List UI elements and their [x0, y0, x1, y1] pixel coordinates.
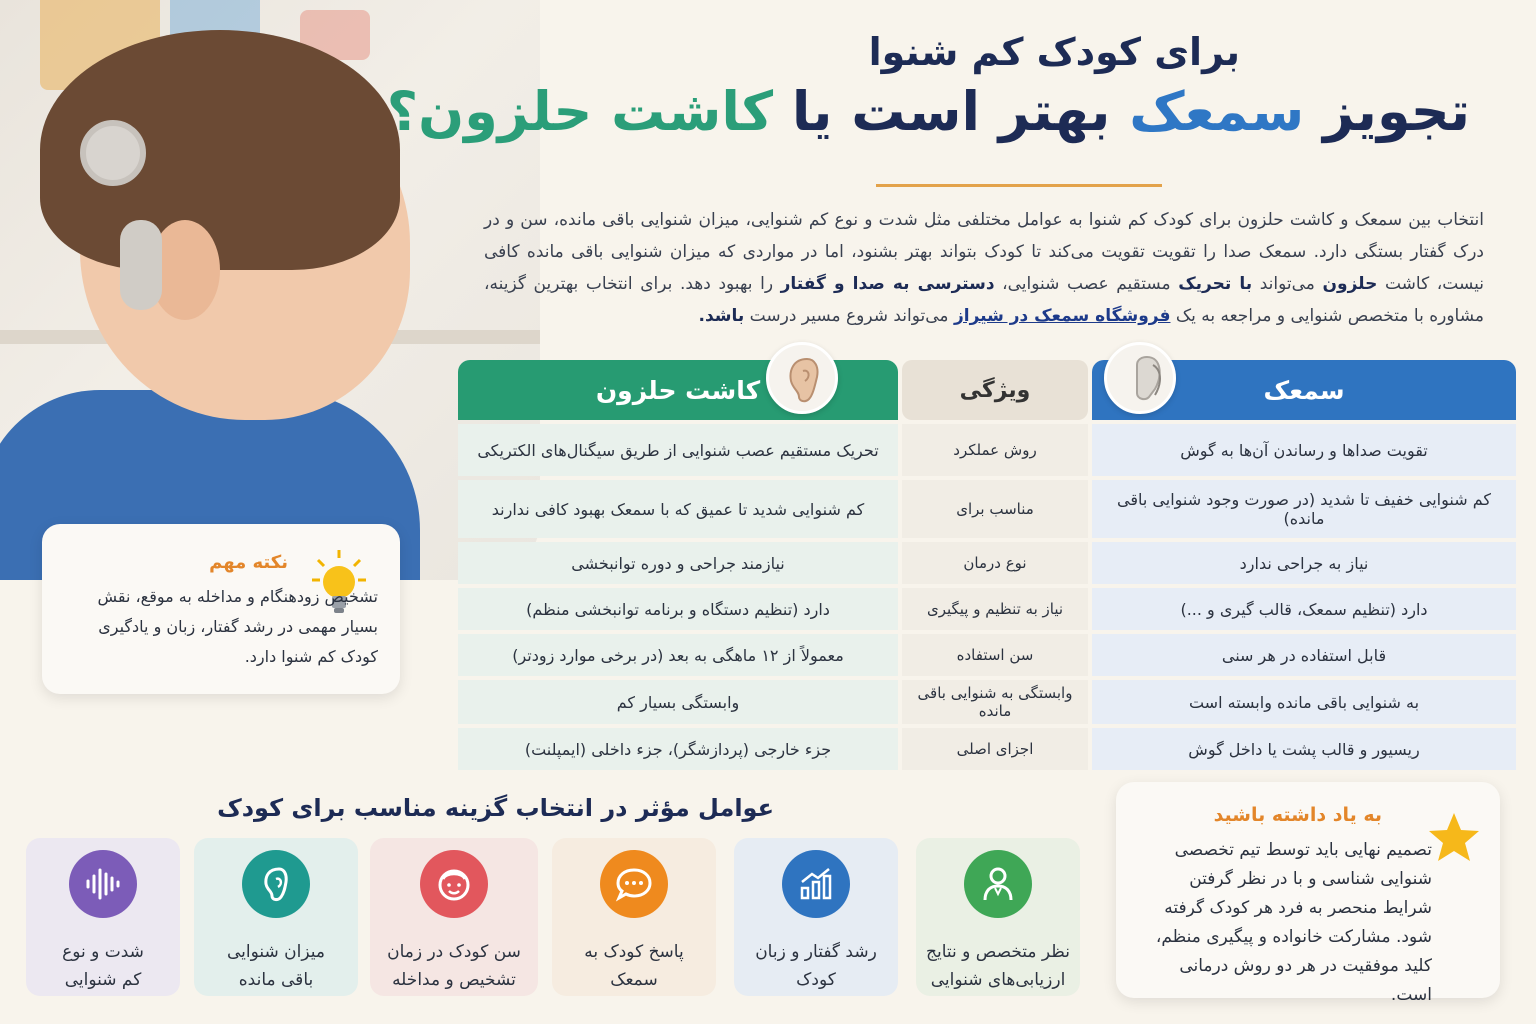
implant-cell: وابستگی بسیار کم — [458, 680, 898, 724]
factor-label-line: میزان شنوایی — [226, 942, 325, 962]
hearing-aid-cell: تقویت صداها و رساندن آن‌ها به گوش — [1092, 424, 1516, 476]
factors-title: عوامل مؤثر در انتخاب گزینه مناسب برای کودک — [217, 794, 774, 822]
sound-wave-icon — [69, 850, 137, 918]
ear-icon — [242, 850, 310, 918]
ear-icon — [766, 342, 838, 414]
factor-label — [916, 938, 1080, 994]
reminder-title: به یاد داشته باشید — [1213, 804, 1382, 826]
feature-cell: سن استفاده — [902, 634, 1088, 676]
implant-cell: نیازمند جراحی و دوره توانبخشی — [458, 542, 898, 584]
reminder-text: تصمیم نهایی باید توسط تیم تخصصی شنوایی شناسی و با در نظر گرفتن شرایط منحصر به فرد هر کودک گرفته شود. مشارکت خانواده و پیگیری منظم، کلید موفقیت در هر دو روش درمانی است. — [1155, 840, 1432, 1005]
factor-label — [194, 938, 358, 994]
note-title: نکته مهم — [209, 552, 288, 573]
factor-label-line: کم شنوایی — [64, 970, 142, 990]
page-title — [387, 30, 1470, 143]
title-underline — [876, 184, 1162, 187]
factor-label-line: شدت و نوع — [62, 942, 144, 962]
comparison-row — [458, 680, 1516, 724]
comparison-row — [458, 634, 1516, 676]
factor-label-line: ارزیابی‌های شنوایی — [930, 970, 1066, 990]
sound-processor-icon — [120, 220, 162, 310]
implant-cell: کم شنوایی شدید تا عمیق که با سمعک بهبود کافی ندارند — [458, 480, 898, 538]
factor-label-line: پاسخ کودک به — [584, 942, 684, 962]
hearing-aid-cell: دارد (تنظیم سمعک، قالب گیری و ...) — [1092, 588, 1516, 630]
important-note-box — [42, 524, 400, 694]
factor-card — [194, 838, 358, 996]
header-hearing-aid: سمعک — [1092, 360, 1516, 420]
implant-cell: دارد (تنظیم دستگاه و برنامه توانبخشی منظم) — [458, 588, 898, 630]
hearing-aid-cell: نیاز به جراحی ندارد — [1092, 542, 1516, 584]
comparison-row — [458, 728, 1516, 770]
factor-label-line: کودک — [796, 970, 836, 990]
doctor-icon — [964, 850, 1032, 918]
factor-label-line: باقی مانده — [238, 970, 314, 990]
title-line-1: برای کودک کم شنوا — [868, 30, 1240, 74]
feature-cell: مناسب برای — [902, 480, 1088, 538]
comparison-row — [458, 588, 1516, 630]
hearing-aid-cell: به شنوایی باقی مانده وابسته است — [1092, 680, 1516, 724]
hearing-aid-store-link[interactable]: فروشگاه سمعک در شیراز — [953, 306, 1171, 326]
reminder-box — [1116, 782, 1500, 1005]
implant-cell: جزء خارجی (پردازشگر)، جزء داخلی (ایمپلنت) — [458, 728, 898, 770]
factor-label-line: رشد گفتار و زبان — [755, 942, 877, 962]
factor-label — [26, 938, 180, 994]
intro-paragraph: انتخاب بین سمعک و کاشت حلزون برای کودک کم شنوا به عوامل مختلفی مثل شدت و نوع کم شنوایی، میزان شنوایی باقی مانده، سن و در درک گفتار بستگی دارد. سمعک صدا را تقویت تقویت می‌کند تا کودک بتواند بهتر بشنود، اما در مواردی که میزان شنوایی باقی مانده کافی نیست، کاشت حلزون می‌تواند با تحریک مستقیم عصب شنوایی، دسترسی به صدا و گفتار را بهبود دهد. برای انتخاب بهترین گزینه، مشاوره با متخصص شنوایی و مراجعه به یک فروشگاه سمعک در شیراز می‌تواند شروع مسیر درست باشد. — [484, 210, 1484, 326]
factor-card — [552, 838, 716, 996]
factor-label — [734, 938, 898, 994]
feature-cell: اجزای اصلی — [902, 728, 1088, 770]
star-icon — [1426, 810, 1482, 866]
implant-cell: معمولاً از ۱۲ ماهگی به بعد (در برخی موارد زودتر) — [458, 634, 898, 676]
factor-label-line: تشخیص و مداخله — [392, 970, 516, 990]
feature-cell: نیاز به تنظیم و پیگیری — [902, 588, 1088, 630]
factor-card — [916, 838, 1080, 996]
hearing-aid-cell: ریسیور و قالب پشت یا داخل گوش — [1092, 728, 1516, 770]
factor-card — [370, 838, 538, 996]
implant-cell: تحریک مستقیم عصب شنوایی از طریق سیگنال‌های الکتریکی — [458, 424, 898, 476]
note-text: تشخیص زودهنگام و مداخله به موقع، نقش بسیار مهمی در رشد گفتار، زبان و یادگیری کودک کم شنوا دارد. — [97, 587, 378, 666]
feature-cell: روش عملکرد — [902, 424, 1088, 476]
factor-label-line: سمعک — [610, 970, 658, 990]
title-line-2: تجویز سمعک بهتر است یا کاشت حلزون؟ — [386, 80, 1470, 143]
hearing-aid-cell: کم شنوایی خفیف تا شدید (در صورت وجود شنوایی باقی مانده) — [1092, 480, 1516, 538]
feature-cell: وابستگی به شنوایی باقی مانده — [902, 680, 1088, 724]
factor-label — [552, 938, 716, 994]
implant-coil-icon — [80, 120, 146, 186]
factor-card — [26, 838, 180, 996]
hearing-aid-icon — [1104, 342, 1176, 414]
header-feature: ویژگی — [902, 360, 1088, 420]
comparison-row — [458, 542, 1516, 584]
growth-chart-icon — [782, 850, 850, 918]
factor-label-line: نظر متخصص و نتایج — [925, 942, 1070, 962]
factor-card — [734, 838, 898, 996]
factor-label — [370, 938, 538, 994]
comparison-row — [458, 424, 1516, 476]
speech-bubble-icon — [600, 850, 668, 918]
feature-cell: نوع درمان — [902, 542, 1088, 584]
header-implant: کاشت حلزون — [458, 360, 898, 420]
hearing-aid-cell: قابل استفاده در هر سنی — [1092, 634, 1516, 676]
factor-cards — [26, 838, 1080, 996]
comparison-row — [458, 480, 1516, 538]
comparison-table — [454, 356, 1520, 774]
child-face-icon — [420, 850, 488, 918]
factor-label-line: سن کودک در زمان — [387, 942, 521, 962]
